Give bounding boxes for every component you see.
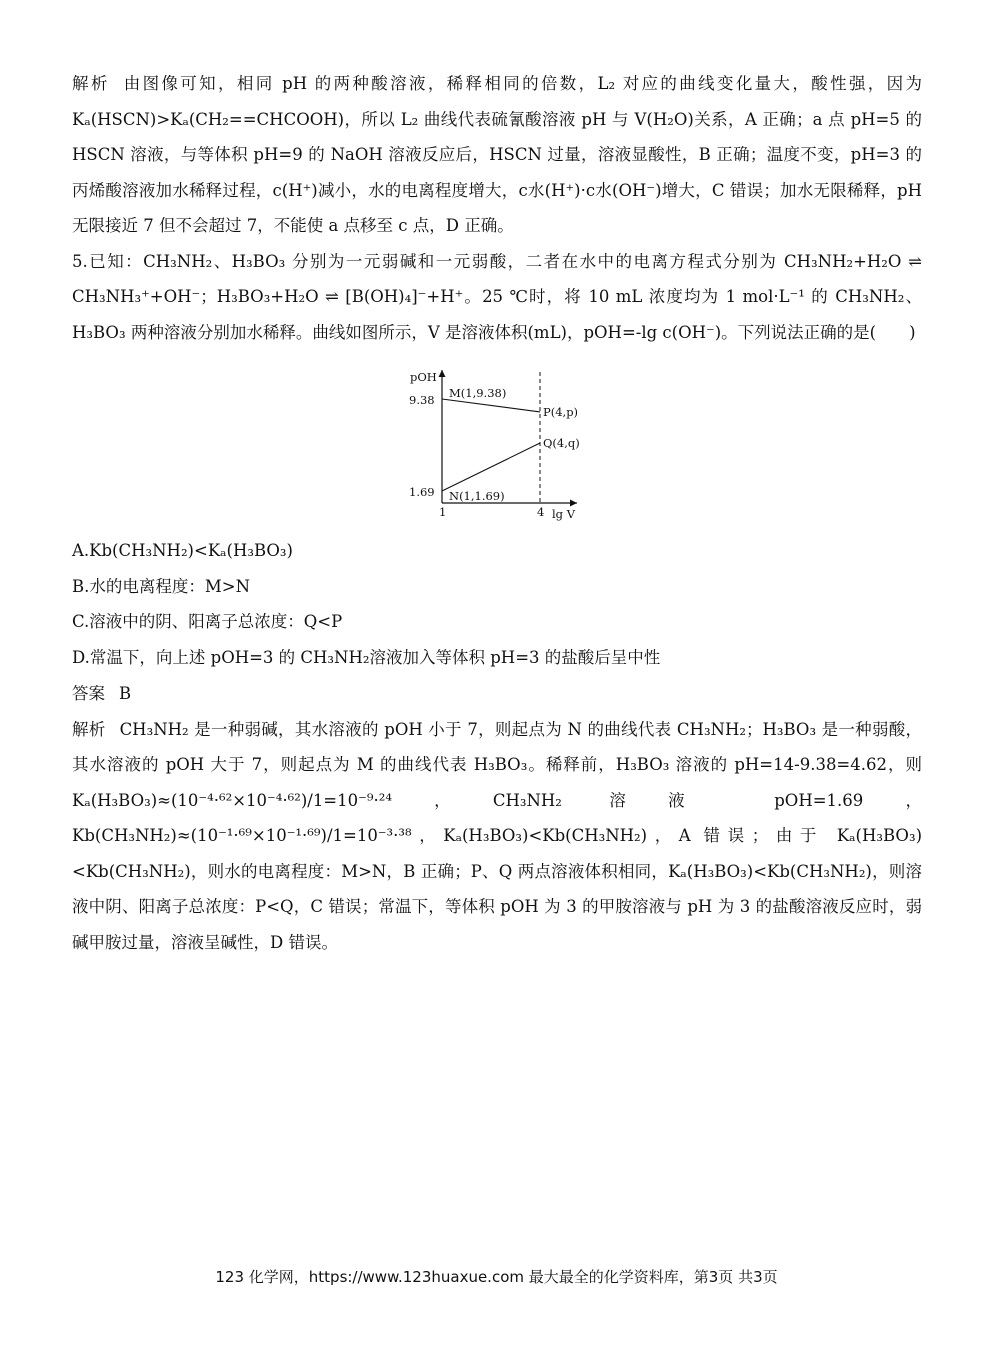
option-a: A.Kb(CH₃NH₂)<Kₐ(H₃BO₃) <box>72 541 293 560</box>
answer-label: 答案 <box>72 684 105 703</box>
analysis2-label: 解析 <box>72 719 106 739</box>
analysis-text: 由图像可知，相同 pH 的两种酸溶液，稀释相同的倍数，L₂ 对应的曲线变化量大，酸性强，因为 Kₐ(HSCN)>Kₐ(CH₂==CHCOOH)，所以 L₂ 曲线代表硫氰酸溶液 pH 与 V(H₂O)关系，A 正确；a 点 pH=5 的 HSCN 溶液，与等体积 pH=9 的 NaOH 溶液反应后，HSCN 过量，溶液显酸性，B 正确；温度不变，pH=3 的丙烯酸溶液加水稀释过程，c(H⁺)减小，水的电离程度增大，c水(H⁺)·c水(OH⁻)增大，C 错误；加水无限稀释，pH 无限接近 7 但不会超过 7，不能使 a 点移至 c 点，D 正确。 <box>72 74 923 235</box>
y-axis-label: pOH <box>410 370 437 384</box>
question-5: 5.已知：CH₃NH₂、H₃BO₃ 分别为一元弱碱和一元弱酸，二者在水中的电离方程式分别为 CH₃NH₂+H₂O ⇌ CH₃NH₃⁺+OH⁻；H₃BO₃+H₂O ⇌ [B(OH)₄]⁻+H⁺。25 ℃时，将 10 mL 浓度均为 1 mol·L⁻¹ 的 CH₃NH₂、H₃BO₃ 两种溶液分别加水稀释。曲线如图所示，V 是溶液体积(mL)，pOH=-lg c(OH⁻)。下列说法正确的是( ) <box>72 251 922 342</box>
series-line-1 <box>442 443 540 491</box>
option-b: B.水的电离程度：M>N <box>72 576 251 596</box>
poh-figure <box>405 364 595 524</box>
point-label-q: Q(4,q) <box>543 436 580 451</box>
answer-line <box>72 676 922 712</box>
analysis-prev <box>72 66 922 350</box>
answer-block <box>72 676 922 960</box>
option-c: C.溶液中的阴、阳离子总浓度：Q<P <box>72 612 343 631</box>
analysis-prev-paragraph <box>72 66 922 244</box>
point-label-m: M(1,9.38) <box>449 386 507 400</box>
x-tick-label-0: 1 <box>439 505 447 519</box>
y-tick-label-0: 9.38 <box>409 393 435 407</box>
analysis-paragraph <box>72 712 922 961</box>
x-axis-label: lg V <box>552 507 575 521</box>
x-tick-label-1: 4 <box>537 505 545 519</box>
series-line-0 <box>442 399 540 412</box>
y-tick-label-1: 1.69 <box>409 485 435 499</box>
option-d: D.常温下，向上述 pOH=3 的 CH₃NH₂溶液加入等体积 pH=3 的盐酸后呈中性 <box>72 647 661 667</box>
page-footer: 123 化学网，https://www.123huaxue.com 最大最全的化学资料库，第3页 共3页 <box>215 1268 778 1286</box>
options <box>72 533 922 675</box>
analysis2-text: CH₃NH₂ 是一种弱碱，其水溶液的 pOH 小于 7，则起点为 N 的曲线代表 CH₃NH₂；H₃BO₃ 是一种弱酸，其水溶液的 pOH 大于 7，则起点为 M 的曲线代表 H₃BO₃。稀释前，H₃BO₃ 溶液的 pH=14-9.38=4.62，则 Kₐ(H₃BO₃)≈(10⁻⁴·⁶²×10⁻⁴·⁶²)/1=10⁻⁹·²⁴，CH₃NH₂ 溶液 pOH=1.69，Kb(CH₃NH₂)≈(10⁻¹·⁶⁹×10⁻¹·⁶⁹)/1=10⁻³·³⁸，Kₐ(H₃BO₃)<Kb(CH₃NH₂)，A 错误；由于 Kₐ(H₃BO₃)<Kb(CH₃NH₂)，则水的电离程度：M>N，B 正确；P、Q 两点溶液体积相同，Kₐ(H₃BO₃)<Kb(CH₃NH₂)，则溶液中阴、阳离子总浓度：P<Q，C 错误；常温下，等体积 pOH 为 3 的甲胺溶液与 pH 为 3 的盐酸溶液反应时，弱碱甲胺过量，溶液呈碱性，D 错误。 <box>72 719 922 952</box>
poh-chart <box>405 364 595 524</box>
answer-value: B <box>119 684 132 703</box>
analysis-label: 解析 <box>72 74 110 93</box>
point-label-p: P(4,p) <box>543 404 579 419</box>
point-label-n: N(1,1.69) <box>449 489 505 503</box>
